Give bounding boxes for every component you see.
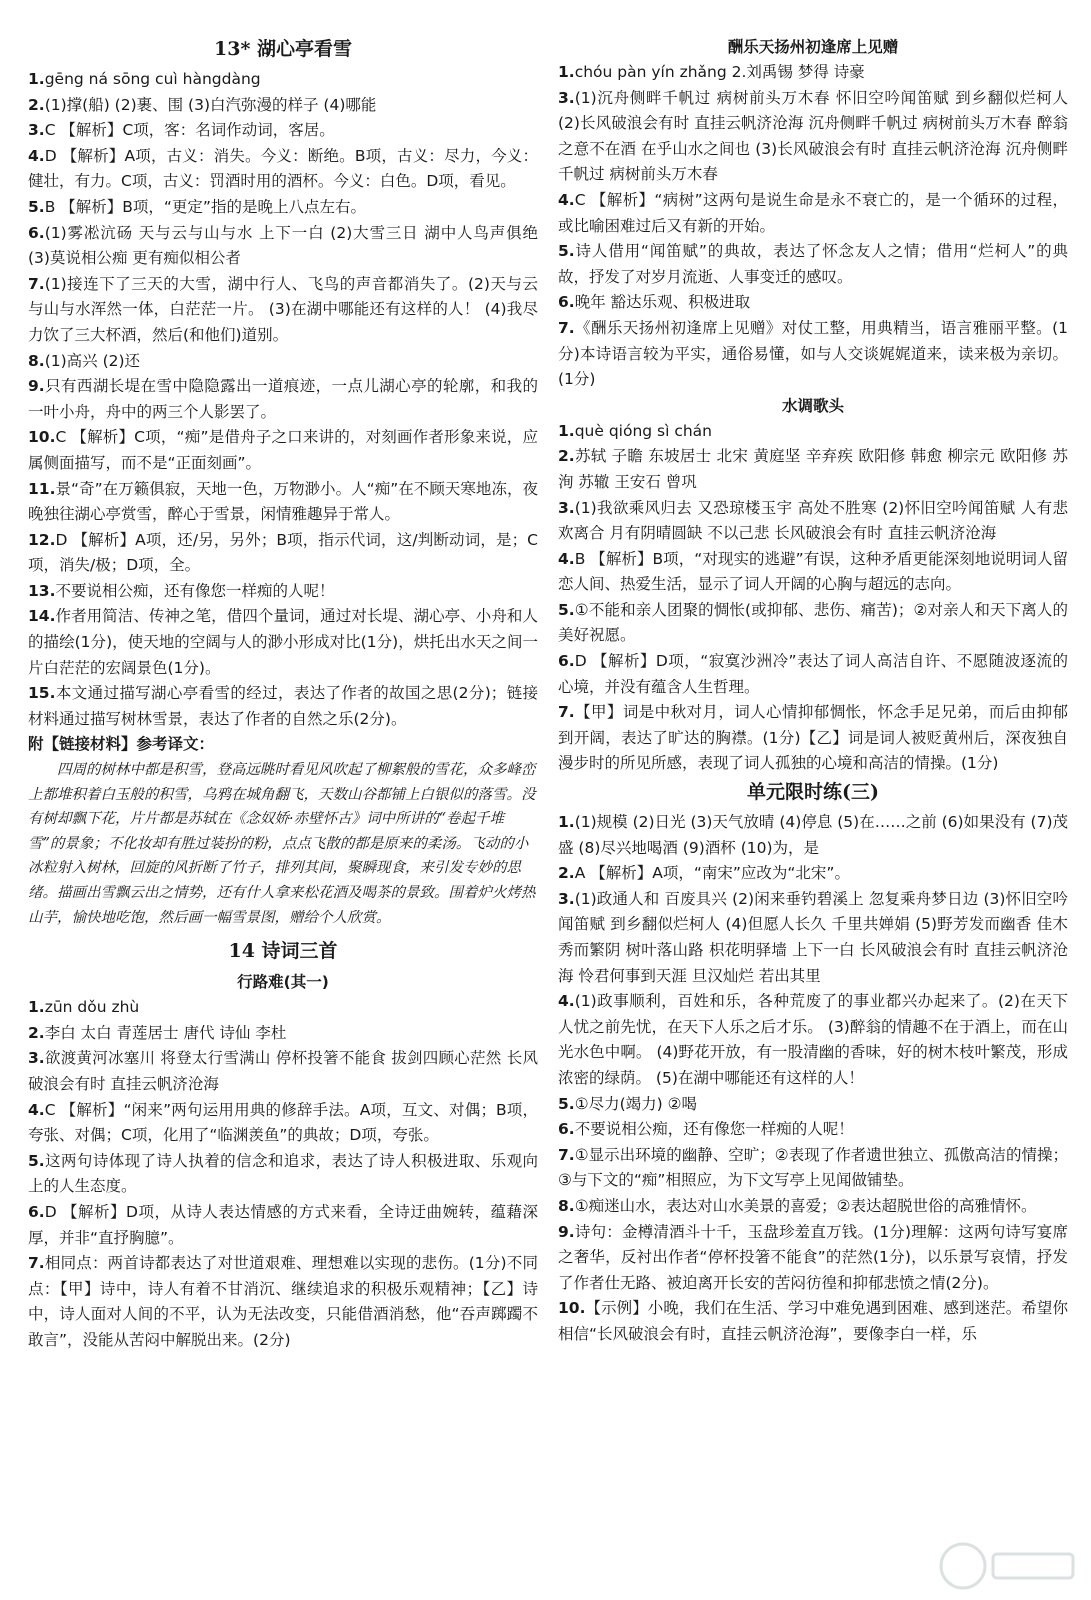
answer-text: D 【解析】D项，“寂寞沙洲冷”表达了词人高洁自许、不愿随波逐流的心境，并没有蕴含人生哲理。 — [558, 652, 1068, 696]
poem1-title: 酬乐天扬州初逢席上见赠 — [727, 38, 899, 56]
answer-number: 2. — [558, 864, 575, 883]
answer-number: 8. — [28, 351, 45, 370]
answer-text: 【甲】词是中秋对月，词人心情抑郁惆怅，怀念手足兄弟，而后由抑郁到开阔，表达了旷达的胸襟。(1分)【乙】词是词人被贬黄州后，深夜独自漫步时的所见所感，表现了词人孤独的心境和高洁的情操。(1分) — [558, 703, 1068, 773]
answer-text: (1)政通人和 百废具兴 (2)闲来垂钓碧溪上 忽复乘舟梦日边 (3)怀旧空吟闻笛赋 到乡翻似烂柯人 (4)但愿人长久 千里共婵娟 (5)野芳发而幽香 佳木秀而繁阴 树叶落山路 枳花明驿墙 上下一白 长风破浪会有时 直挂云帆济沧海 怜君何事到天涯 旦汉灿烂 若出其里 — [558, 889, 1068, 985]
answer-number: 11. — [28, 479, 56, 498]
answer-number: 10. — [558, 1299, 586, 1318]
answer-text: ①痴迷山水，表达对山水美景的喜爱；②表达超脱世俗的高雅情怀。 — [574, 1196, 1037, 1215]
answer-text: 本文通过描写湖心亭看雪的经过，表达了作者的故国之思(2分)；链接材料通过描写树林雪景，表达了作者的自然之乐(2分)。 — [28, 684, 538, 728]
answer-text: (1)规模 (2)日光 (3)天气放晴 (4)停息 (5)在……之前 (6)如果没有 (7)茂盛 (8)尽兴地喝酒 (9)酒杯 (10)为，是 — [558, 813, 1068, 857]
answer-number: 4. — [558, 992, 575, 1011]
answer-text: (1)高兴 (2)还 — [44, 351, 141, 370]
answer-item — [558, 1117, 1068, 1143]
answer-number: 1. — [558, 813, 575, 832]
answer-item — [28, 272, 538, 349]
answer-text: 诗句：金樽清酒斗十千，玉盘珍羞直万钱。(1分)理解：这两句诗写宴席之奢华，反衬出作者“停杯投箸不能食”的茫然(1分)，以乐景写哀情，抒发了作者仕无路、被迫离开长安的苦闷彷徨和抑郁悲愤之情(2分)。 — [558, 1222, 1068, 1292]
answer-text: 这两句诗体现了诗人执着的信念和追求，表达了诗人积极进取、乐观向上的人生态度。 — [28, 1151, 538, 1196]
answer-text: 晚年 豁达乐观、积极进取 — [574, 293, 751, 312]
answer-text: 景“奇”在万籁俱寂，天地一色，万物渺小。人“痴”在不顾天寒地冻，夜晚独往湖心亭赏雪，醉心于雪景，闲情雅趣异于常人。 — [28, 479, 538, 524]
answer-text: ①尽力(竭力) ②喝 — [574, 1094, 698, 1113]
answer-number: 10. — [28, 428, 56, 447]
answer-number: 1. — [28, 998, 45, 1017]
answer-item — [28, 195, 538, 221]
answer-item — [558, 649, 1068, 700]
section14-title: 14 诗词三首 — [228, 940, 338, 963]
answer-text: (1)我欲乘风归去 又恐琼楼玉宇 高处不胜寒 (2)怀旧空吟闻笛赋 人有悲欢离合 月有阴晴圆缺 不以己悲 长风破浪会有时 直挂云帆济沧海 — [558, 498, 1068, 543]
answer-item — [28, 1098, 538, 1149]
answer-text: B 【解析】B项，“对现实的逃避”有误，这种矛盾更能深刻地说明词人留恋人间、热爱生活，显示了词人开阔的心胸与超远的志向。 — [558, 549, 1068, 594]
answer-item — [558, 887, 1068, 989]
answer-text: C 【解析】C项，“痴”是借舟子之口来讲的，对刻画作者形象来说，应属侧面描写，而不是“正面刻画”。 — [28, 428, 538, 472]
answer-text: 不要说相公痴，还有像您一样痴的人呢！ — [55, 581, 335, 600]
answer-text: A 【解析】A项，“南宋”应改为“北宋”。 — [574, 864, 850, 883]
answer-number: 5. — [558, 242, 575, 261]
answer-item — [558, 1296, 1068, 1347]
answer-item — [28, 1021, 538, 1047]
answer-number: 3. — [558, 889, 575, 908]
answer-number: 4. — [28, 1100, 45, 1119]
answer-text: D 【解析】D项，从诗人表达情感的方式来看，全诗迂曲婉转，蕴藉深厚，并非“直抒胸臆”。 — [28, 1202, 538, 1247]
reference-translation: 四周的树林中都是积雪，登高远眺时看见风吹起了柳絮般的雪花，众多峰峦上都堆积着白玉般的积雪，乌鸦在城角翻飞，天数山谷都铺上白银似的落雪。没有树却飘下花，片片都是苏轼在《念奴娇·赤壁怀古》词中所讲的“卷起千堆雪”的景象；不化妆却有胜过装扮的粉，点点飞散的都是原来的柔汤。飞动的小冰粒射入树林，回旋的风折断了竹子，排列其间，聚瞬现食，来引发专妙的思绪。描画出雪飘云出之情势，还有什人拿来松花酒及喝茶的景致。围着炉火烤热山芋，愉快地吃饱，然后画一幅雪景图，赠给个人欣赏。 — [28, 762, 536, 926]
reference-heading: 附【链接材料】参考译文： — [28, 735, 215, 754]
answer-text: D 【解析】A项，还/另，另外；B项，指示代词，这/判断动词，是；C项，消失/极；D项，全。 — [28, 530, 538, 575]
answer-item — [28, 93, 538, 119]
answer-text: 【示例】小晚，我们在生活、学习中难免遇到困难、感到迷茫。希望你相信“长风破浪会有时，直挂云帆济沧海”，要像李白一样，乐 — [558, 1299, 1068, 1343]
answer-number: 9. — [558, 1222, 575, 1241]
answer-number: 3. — [558, 498, 575, 517]
answer-item — [28, 1046, 538, 1097]
answer-item — [558, 598, 1068, 649]
answer-text: 作者用简洁、传神之笔，借四个量词，通过对长堤、湖心亭、小舟和人的描绘(1分)，使天地的空阔与人的渺小形成对比(1分)，烘托出水天之间一片白茫茫的宏阔景色(1分)。 — [28, 607, 538, 677]
answer-text: C 【解析】C项，客：名词作动词，客居。 — [44, 121, 335, 140]
answer-number: 3. — [28, 121, 45, 140]
answer-item — [28, 1200, 538, 1251]
answer-item — [558, 86, 1068, 188]
answer-number: 7. — [28, 1254, 45, 1273]
answer-number: 4. — [558, 190, 575, 209]
poem2-title: 水调歌头 — [781, 396, 844, 415]
answer-item — [558, 989, 1068, 1091]
answer-item — [28, 528, 538, 579]
answer-number: 1. — [558, 421, 575, 440]
answer-number: 2. — [558, 447, 575, 466]
answer-number: 5. — [28, 197, 45, 216]
right-column — [558, 34, 1068, 1348]
section14-subtitle: 行路难(其一) — [237, 973, 329, 992]
answer-item — [28, 118, 538, 144]
answer-item — [558, 861, 1068, 887]
answer-item — [28, 349, 538, 375]
answer-number: 4. — [28, 146, 45, 165]
answer-item — [28, 995, 538, 1021]
answer-text: 不要说相公痴，还有像您一样痴的人呢！ — [574, 1120, 854, 1139]
answer-text: què qióng sì chán — [574, 421, 713, 440]
answer-item — [558, 419, 1068, 445]
answer-number: 6. — [558, 652, 575, 671]
answer-number: 7. — [558, 703, 575, 722]
answer-item — [558, 1194, 1068, 1220]
answer-item — [558, 547, 1068, 598]
answer-item — [28, 1149, 538, 1200]
answer-text: C 【解析】“闲来”两句运用用典的修辞手法。A项，互文、对偶；B项，夸张、对偶；C项，化用了“临渊羡鱼”的典故；D项，夸张。 — [28, 1100, 538, 1145]
answer-text: B 【解析】B项，“更定”指的是晚上八点左右。 — [44, 197, 366, 216]
unit-test-answers — [558, 810, 1068, 1347]
answer-text: ①不能和亲人团聚的惆怅(或抑郁、悲伤、痛苦)；②对亲人和天下离人的美好祝愿。 — [558, 600, 1068, 645]
answer-number: 1. — [558, 63, 575, 81]
answer-text: ①显示出环境的幽静、空旷；②表现了作者遗世独立、孤傲高洁的情操；③与下文的“痴”相照应，为下文写亭上见闻做铺垫。 — [558, 1145, 1068, 1190]
answer-text: 只有西湖长堤在雪中隐隐露出一道痕迹，一点儿湖心亭的轮廓，和我的一叶小舟，舟中的两三个人影罢了。 — [28, 377, 538, 421]
watermark-logo-icon — [933, 1536, 1083, 1596]
answer-item — [28, 477, 538, 528]
answer-number: 8. — [558, 1196, 575, 1215]
answer-item — [558, 316, 1068, 393]
answer-text: 欲渡黄河冰塞川 将登太行雪满山 停杯投箸不能食 拔剑四顾心茫然 长风破浪会有时 直挂云帆济沧海 — [28, 1049, 538, 1093]
answer-number: 9. — [28, 377, 45, 396]
answer-number: 6. — [558, 293, 575, 312]
section14-answers — [28, 995, 538, 1353]
answer-text: (1)撑(船) (2)裹、围 (3)白汽弥漫的样子 (4)哪能 — [44, 95, 377, 114]
answer-text: C 【解析】“病树”这两句是说生命是永不衰亡的，是一个循环的过程，或比喻困难过后又有新的开始。 — [558, 190, 1068, 235]
answer-number: 7. — [558, 1145, 575, 1164]
answer-number: 7. — [28, 274, 45, 293]
answer-number: 4. — [558, 549, 575, 568]
answer-item — [28, 1251, 538, 1353]
answer-text: (1)雾凇沆砀 天与云与山与水 上下一白 (2)大雪三日 湖中人鸟声俱绝 (3)莫说相公痴 更有痴似相公者 — [28, 223, 538, 268]
answer-item — [558, 1092, 1068, 1118]
answer-text: (1)政事顺利，百姓和乐，各种荒废了的事业都兴办起来了。(2)在天下人忧之前先忧，在天下人乐之后才乐。 (3)醉翁的情趣不在于酒上，而在山光水色中啊。 (4)野花开放，有一股清幽的香味，好的树木枝叶繁茂，形成浓密的绿荫。 (5)在湖中哪能还有这样的人！ — [558, 992, 1068, 1087]
answer-item — [28, 681, 538, 732]
answer-item — [28, 425, 538, 476]
answer-item — [558, 239, 1068, 290]
answer-item — [558, 1220, 1068, 1297]
answer-number: 5. — [558, 1094, 575, 1113]
answer-number: 1. — [28, 70, 45, 88]
answer-item — [558, 60, 1068, 86]
answer-item — [558, 188, 1068, 239]
section13-title: 13* 湖心亭看雪 — [214, 38, 352, 60]
answer-number: 6. — [28, 1202, 45, 1221]
answer-item — [28, 67, 538, 93]
answer-item — [28, 221, 538, 272]
answer-number: 5. — [28, 1151, 45, 1170]
answer-item — [28, 374, 538, 425]
answer-number: 3. — [558, 88, 575, 107]
answer-text: 李白 太白 青莲居士 唐代 诗仙 李杜 — [44, 1023, 287, 1042]
answer-number: 3. — [28, 1049, 45, 1068]
answer-number: 2. — [28, 1023, 45, 1042]
answer-number: 2. — [28, 95, 45, 114]
answer-text: 苏轼 子瞻 东坡居士 北宋 黄庭坚 辛弃疾 欧阳修 韩愈 柳宗元 欧阳修 苏洵 苏辙 王安石 曾巩 — [558, 447, 1068, 491]
section13-answers — [28, 67, 538, 732]
answer-text: 诗人借用“闻笛赋”的典故，表达了怀念友人之情；借用“烂柯人”的典故，抒发了对岁月流逝、人事变迁的感叹。 — [558, 242, 1068, 286]
answer-number: 6. — [558, 1120, 575, 1139]
answer-number: 14. — [28, 607, 56, 626]
answer-number: 5. — [558, 600, 575, 619]
answer-number: 6. — [28, 223, 45, 242]
answer-text: gēng ná sōng cuì hàngdàng — [44, 70, 261, 88]
answer-item — [28, 579, 538, 605]
answer-text: chóu pàn yín zhǎng 2.刘禹锡 梦得 诗豪 — [574, 63, 865, 81]
answer-number: 12. — [28, 530, 56, 549]
answer-item — [558, 444, 1068, 495]
answer-text: zūn dǒu zhù — [44, 998, 140, 1017]
answer-item — [558, 700, 1068, 777]
poem1-answers — [558, 60, 1068, 393]
answer-item — [558, 496, 1068, 547]
answer-number: 13. — [28, 581, 56, 600]
left-column — [28, 34, 538, 1354]
answer-text: (1)沉舟侧畔千帆过 病树前头万木春 怀旧空吟闻笛赋 到乡翻似烂柯人 (2)长风破浪会有时 直挂云帆济沧海 沉舟侧畔千帆过 病树前头万木春 醉翁之意不在酒 在乎山水之间也 (3)长风破浪会有时 直挂云帆济沧海 沉舟侧畔千帆过 病树前头万木春 — [558, 88, 1068, 184]
answer-text: 相同点：两首诗都表达了对世道艰难、理想难以实现的悲伤。(1分)不同点：【甲】诗中，诗人有着不甘消沉、继续追求的积极乐观精神；【乙】诗中，诗人面对人间的不平，认为无法改变，只能借酒消愁，他“吞声踯躅不敢言”，没能从苦闷中解脱出来。(2分) — [28, 1254, 538, 1349]
answer-item — [28, 604, 538, 681]
answer-item — [28, 144, 538, 195]
answer-number: 15. — [28, 684, 56, 703]
answer-number: 7. — [558, 318, 575, 337]
answer-text: 《酬乐天扬州初逢席上见赠》对仗工整，用典精当，语言雅丽平整。(1分)本诗语言较为平实，通俗易懂，如与人交谈娓娓道来，读来极为亲切。(1分) — [558, 318, 1068, 389]
poem2-answers — [558, 419, 1068, 777]
unit-test-title: 单元限时练(三) — [747, 781, 879, 804]
answer-item — [558, 290, 1068, 316]
answer-text: D 【解析】A项，古义：消失。今义：断绝。B项，古义：尽力，今义：健壮，有力。C项，古义：罚酒时用的酒杯。今义：白色。D项，看见。 — [28, 146, 538, 191]
answer-text: (1)接连下了三天的大雪，湖中行人、飞鸟的声音都消失了。(2)天与云与山与水浑然一体，白茫茫一片。 (3)在湖中哪能还有这样的人！ (4)我尽力饮了三大杯酒，然后(和他们)道别。 — [28, 274, 538, 344]
answer-item — [558, 810, 1068, 861]
answer-item — [558, 1143, 1068, 1194]
